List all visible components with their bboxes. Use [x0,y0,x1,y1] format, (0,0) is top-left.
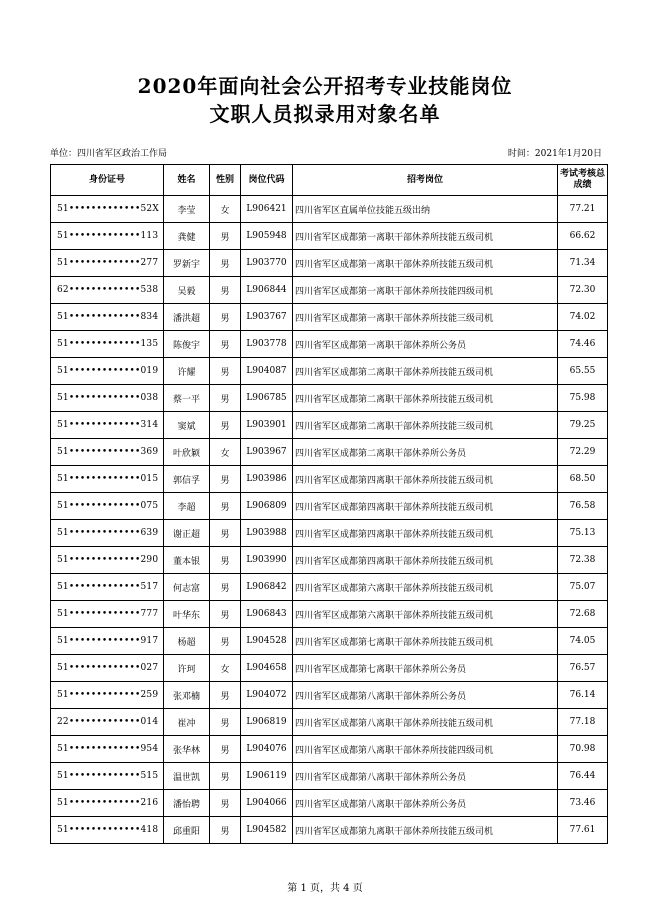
table-row [51,817,608,844]
code-cell: L906119 [241,763,293,790]
name-cell: 杨超 [164,628,210,655]
table-row [51,655,608,682]
id-cell: 51•••••••••••••954 [51,736,164,763]
code-cell: L905948 [241,223,293,250]
score-cell: 74.02 [558,304,608,331]
score-cell: 66.62 [558,223,608,250]
score-cell: 75.13 [558,520,608,547]
code-cell: L906844 [241,277,293,304]
gender-cell: 男 [210,385,241,412]
name-cell: 潘怡聘 [164,790,210,817]
name-cell: 叶华东 [164,601,210,628]
name-cell: 何志富 [164,574,210,601]
gender-cell: 男 [210,304,241,331]
score-cell: 71.34 [558,250,608,277]
table-row [51,574,608,601]
code-cell: L904076 [241,736,293,763]
position-cell: 四川省军区直属单位技能五级出纳 [293,196,558,223]
header-position: 招考岗位 [293,165,558,196]
score-cell: 76.57 [558,655,608,682]
code-cell: L904072 [241,682,293,709]
gender-cell: 男 [210,574,241,601]
gender-cell: 女 [210,439,241,466]
table-row [51,790,608,817]
table-row [51,412,608,439]
table-row [51,331,608,358]
gender-cell: 男 [210,817,241,844]
gender-cell: 男 [210,736,241,763]
id-cell: 51•••••••••••••015 [51,466,164,493]
id-cell: 51•••••••••••••515 [51,763,164,790]
position-cell: 四川省军区成都第一离职干部休养所技能五级司机 [293,223,558,250]
document-title-line1: 2020年面向社会公开招考专业技能岗位 [137,74,513,98]
gender-cell: 男 [210,628,241,655]
gender-cell: 男 [210,763,241,790]
id-cell: 22•••••••••••••014 [51,709,164,736]
id-cell: 51•••••••••••••259 [51,682,164,709]
name-cell: 吴毅 [164,277,210,304]
id-cell: 51•••••••••••••019 [51,358,164,385]
position-cell: 四川省军区成都第四离职干部休养所技能五级司机 [293,547,558,574]
id-cell: 51•••••••••••••517 [51,574,164,601]
code-cell: L903990 [241,547,293,574]
gender-cell: 男 [210,331,241,358]
code-cell: L906809 [241,493,293,520]
gender-cell: 男 [210,412,241,439]
gender-cell: 男 [210,493,241,520]
score-cell: 75.07 [558,574,608,601]
document-title-line2: 文职人员拟录用对象名单 [209,102,441,126]
gender-cell: 男 [210,223,241,250]
table-row [51,223,608,250]
page-footer: 第 1 页，共 4 页 [287,883,363,894]
header-name: 姓名 [164,165,210,196]
gender-cell: 女 [210,655,241,682]
position-cell: 四川省军区成都第一离职干部休养所公务员 [293,331,558,358]
id-cell: 51•••••••••••••075 [51,493,164,520]
position-cell: 四川省军区成都第七离职干部休养所技能五级司机 [293,628,558,655]
name-cell: 温世凯 [164,763,210,790]
score-cell: 72.68 [558,601,608,628]
code-cell: L904066 [241,790,293,817]
name-cell: 张邓楠 [164,682,210,709]
gender-cell: 女 [210,196,241,223]
table-row [51,304,608,331]
score-cell: 73.46 [558,790,608,817]
name-cell: 谢正超 [164,520,210,547]
position-cell: 四川省军区成都第八离职干部休养所公务员 [293,763,558,790]
code-cell: L904087 [241,358,293,385]
name-cell: 罗新宇 [164,250,210,277]
table-body [51,196,608,844]
table-row [51,466,608,493]
gender-cell: 男 [210,709,241,736]
score-cell: 74.05 [558,628,608,655]
name-cell: 崔冲 [164,709,210,736]
id-cell: 51•••••••••••••216 [51,790,164,817]
gender-cell: 男 [210,250,241,277]
date-label: 时间：2021年1月20日 [507,149,602,159]
table-header-row [51,165,608,196]
position-cell: 四川省军区成都第九离职干部休养所技能五级司机 [293,817,558,844]
table-row [51,439,608,466]
id-cell: 51•••••••••••••277 [51,250,164,277]
id-cell: 51•••••••••••••113 [51,223,164,250]
position-cell: 四川省军区成都第一离职干部休养所技能三级司机 [293,304,558,331]
id-cell: 51•••••••••••••135 [51,331,164,358]
name-cell: 张华林 [164,736,210,763]
id-cell: 51•••••••••••••52X [51,196,164,223]
id-cell: 51•••••••••••••834 [51,304,164,331]
code-cell: L903778 [241,331,293,358]
name-cell: 陈俊宇 [164,331,210,358]
name-cell: 潘洪超 [164,304,210,331]
gender-cell: 男 [210,790,241,817]
score-cell: 79.25 [558,412,608,439]
code-cell: L906842 [241,574,293,601]
gender-cell: 男 [210,358,241,385]
id-cell: 51•••••••••••••314 [51,412,164,439]
score-cell: 75.98 [558,385,608,412]
score-cell: 77.61 [558,817,608,844]
id-cell: 51•••••••••••••418 [51,817,164,844]
name-cell: 许珂 [164,655,210,682]
score-cell: 77.21 [558,196,608,223]
header-position-code: 岗位代码 [241,165,293,196]
name-cell: 邱重阳 [164,817,210,844]
id-cell: 51•••••••••••••917 [51,628,164,655]
table-row [51,547,608,574]
table-row [51,385,608,412]
code-cell: L904582 [241,817,293,844]
id-cell: 51•••••••••••••369 [51,439,164,466]
name-cell: 李超 [164,493,210,520]
position-cell: 四川省军区成都第二离职干部休养所技能五级司机 [293,358,558,385]
table-row [51,520,608,547]
score-cell: 76.14 [558,682,608,709]
name-cell: 郭信孚 [164,466,210,493]
name-cell: 叶欣颖 [164,439,210,466]
score-cell: 72.38 [558,547,608,574]
name-cell: 窦斌 [164,412,210,439]
gender-cell: 男 [210,466,241,493]
position-cell: 四川省军区成都第二离职干部休养所公务员 [293,439,558,466]
gender-cell: 男 [210,682,241,709]
id-cell: 51•••••••••••••777 [51,601,164,628]
name-cell: 龚健 [164,223,210,250]
code-cell: L906843 [241,601,293,628]
candidate-table [50,164,608,844]
gender-cell: 男 [210,601,241,628]
id-cell: 62•••••••••••••538 [51,277,164,304]
code-cell: L903770 [241,250,293,277]
code-cell: L903988 [241,520,293,547]
code-cell: L903901 [241,412,293,439]
name-cell: 许耀 [164,358,210,385]
position-cell: 四川省军区成都第八离职干部休养所公务员 [293,790,558,817]
code-cell: L904528 [241,628,293,655]
table-row [51,628,608,655]
gender-cell: 男 [210,520,241,547]
gender-cell: 男 [210,277,241,304]
position-cell: 四川省军区成都第六离职干部休养所技能五级司机 [293,601,558,628]
position-cell: 四川省军区成都第八离职干部休养所技能五级司机 [293,709,558,736]
header-gender: 性别 [210,165,241,196]
position-cell: 四川省军区成都第一离职干部休养所技能四级司机 [293,277,558,304]
table-row [51,601,608,628]
name-cell: 李莹 [164,196,210,223]
header-score: 考试考核总成绩 [558,165,608,196]
id-cell: 51•••••••••••••027 [51,655,164,682]
table-row [51,250,608,277]
position-cell: 四川省军区成都第六离职干部休养所技能五级司机 [293,574,558,601]
position-cell: 四川省军区成都第八离职干部休养所公务员 [293,682,558,709]
unit-label: 单位：四川省军区政治工作局 [50,149,168,159]
table-row [51,682,608,709]
table-row [51,736,608,763]
code-cell: L906785 [241,385,293,412]
id-cell: 51•••••••••••••639 [51,520,164,547]
score-cell: 74.46 [558,331,608,358]
code-cell: L904658 [241,655,293,682]
score-cell: 72.29 [558,439,608,466]
score-cell: 76.44 [558,763,608,790]
score-cell: 72.30 [558,277,608,304]
table-row [51,277,608,304]
position-cell: 四川省军区成都第一离职干部休养所技能五级司机 [293,250,558,277]
position-cell: 四川省军区成都第七离职干部休养所公务员 [293,655,558,682]
score-cell: 70.98 [558,736,608,763]
code-cell: L903967 [241,439,293,466]
score-cell: 68.50 [558,466,608,493]
position-cell: 四川省军区成都第四离职干部休养所技能五级司机 [293,493,558,520]
table-row [51,493,608,520]
code-cell: L903986 [241,466,293,493]
name-cell: 蔡一平 [164,385,210,412]
header-id-number: 身份证号 [51,165,164,196]
table-row [51,196,608,223]
code-cell: L906819 [241,709,293,736]
id-cell: 51•••••••••••••290 [51,547,164,574]
position-cell: 四川省军区成都第二离职干部休养所技能三级司机 [293,412,558,439]
position-cell: 四川省军区成都第四离职干部休养所技能五级司机 [293,520,558,547]
name-cell: 董本银 [164,547,210,574]
id-cell: 51•••••••••••••038 [51,385,164,412]
score-cell: 76.58 [558,493,608,520]
gender-cell: 男 [210,547,241,574]
code-cell: L906421 [241,196,293,223]
position-cell: 四川省军区成都第八离职干部休养所技能四级司机 [293,736,558,763]
table-row [51,709,608,736]
code-cell: L903767 [241,304,293,331]
score-cell: 65.55 [558,358,608,385]
score-cell: 77.18 [558,709,608,736]
position-cell: 四川省军区成都第二离职干部休养所技能五级司机 [293,385,558,412]
table-row [51,358,608,385]
table-row [51,763,608,790]
position-cell: 四川省军区成都第四离职干部休养所技能五级司机 [293,466,558,493]
